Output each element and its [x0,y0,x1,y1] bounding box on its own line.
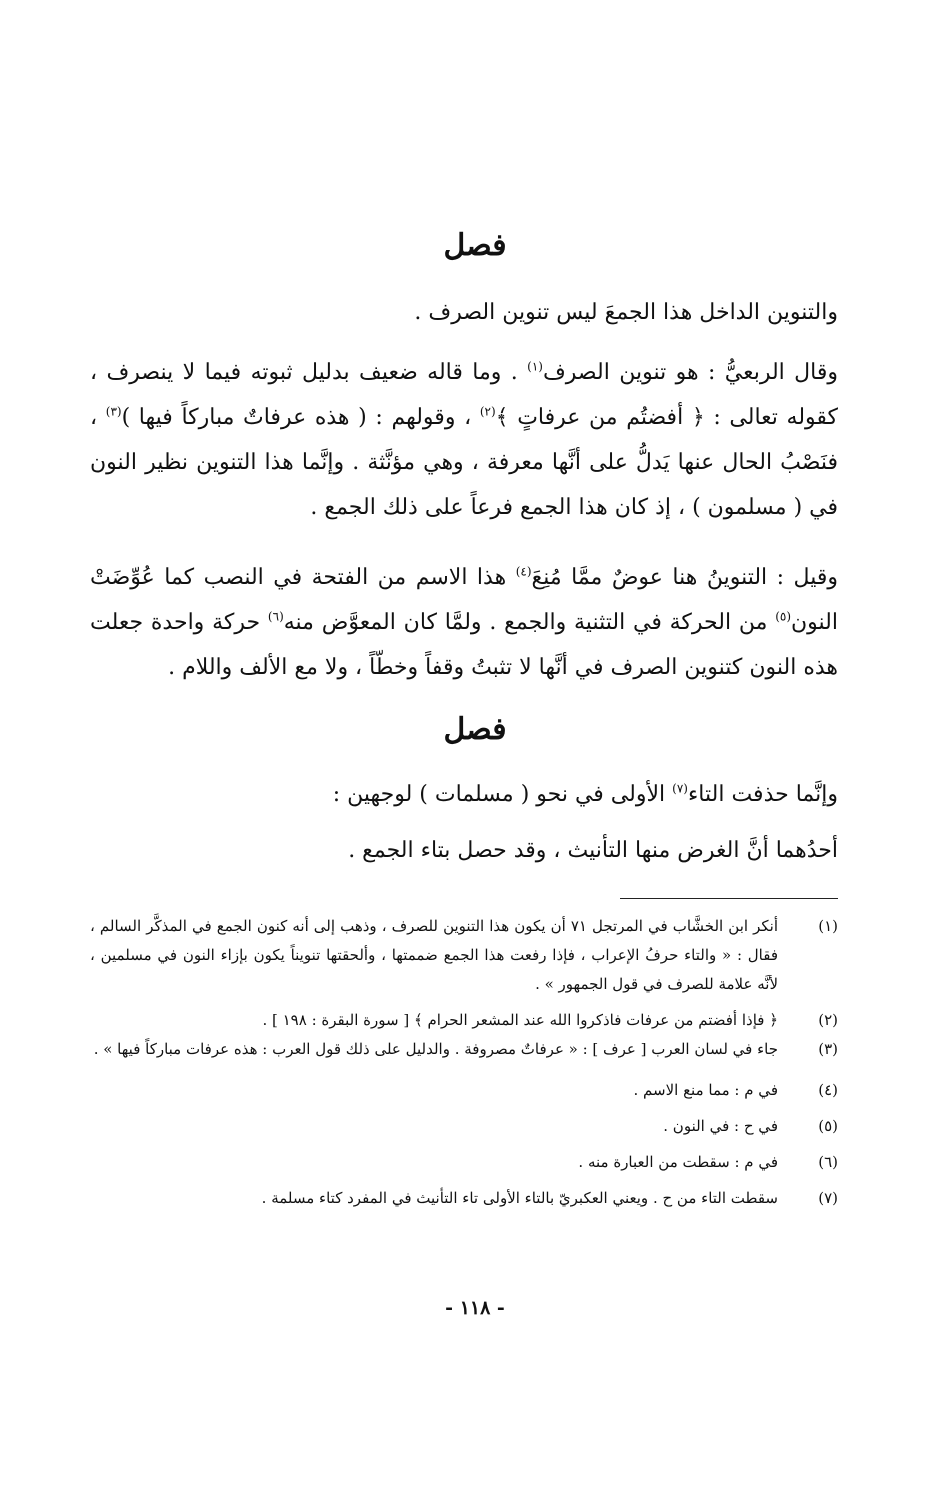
footnote-number: (٦) [818,1153,838,1171]
text-run: وإنَّما حذفت التاء [687,782,838,807]
footnote [90,912,838,999]
footnote-ref[interactable]: (٤) [515,564,532,579]
footnote-text: في ح : في النون . [663,1117,778,1135]
footnote-number: (٣) [818,1040,838,1058]
footnote [90,1006,838,1035]
text-run: وقيل : التنوينُ هنا عوضٌ ممَّا مُنِعَ [531,565,838,590]
section-heading: فصل [443,712,507,747]
footnote [90,1184,838,1213]
footnote-ref[interactable]: (٦) [267,609,284,624]
text-run: من الحركة في التثنية والجمع . ولمَّا كان المعوَّض منه [283,610,776,635]
footnote-number: (٤) [818,1081,838,1099]
text-run: . وما قاله ضعيف بدليل ثبوته فيما لا ينصرف ، كقوله تعالى : ﴿ أفضتُم من عرفاتٍ ﴾ [90,360,839,430]
footnote [90,1035,838,1064]
text-run: هذا الاسم من الفتحة في النصب كما عُوِّضَتْ النون [90,565,838,635]
footnote-text: في م : مما منع الاسم . [633,1081,778,1099]
footnotes [90,912,838,1213]
text-run: ، وقولهم : ( هذه عرفاتٌ مباركاً فيها ) [121,405,480,430]
paragraph-ahad-text: أحدُهما أنَّ الغرض منها التأنيث ، وقد حصل بتاء الجمع . [348,838,838,863]
footnote-text: في م : سقطت من العبارة منه . [578,1153,778,1171]
paragraph-intro-text: والتنوين الداخل هذا الجمعَ ليس تنوين الصرف . [414,300,838,325]
footnote-text: أنكر ابن الخشَّاب في المرتجل ٧١ أن يكون هذا التنوين للصرف ، وذهب إلى أنه كنون الجمع في المذكَّر السالم ، فقال : « والتاء حرفُ الإعراب ، فإذا رفعت هذا الجمع ضممتها ، وألحقتها تنويناً يكون بإزاء النون في مسلمين ، لأنَّه علامة للصرف في قول الجمهور » . [90,917,779,993]
footnote-number: (٥) [818,1117,838,1135]
paragraph-qila [90,555,838,690]
text-run: وقال الربعيُّ : هو تنوين الصرف [542,360,838,385]
footnote-ref[interactable]: (١) [527,359,543,374]
text-run: الأولى في نحو ( مسلمات ) لوجهين : [332,782,673,807]
section-heading: فصل [443,228,507,263]
paragraph-ahad [90,828,838,873]
text-run: حركة واحدة جعلت هذه النون كتنوين الصرف في أنَّها لا تثبتُ وقفاً وخطّاً ، ولا مع الألف واللام . [90,610,838,680]
footnote-number: (١) [818,917,838,935]
footnote-ref[interactable]: (٢) [479,404,496,419]
footnote-number: (٧) [818,1189,838,1207]
footnote-text: سقطت التاء من ح . ويعني العكبريّ بالتاء الأولى تاء التأنيث في المفرد كتاء مسلمة . [261,1189,778,1207]
footnote-number: (٢) [818,1011,838,1029]
footnote [90,1076,838,1105]
footnote-text: ﴿ فإذا أفضتم من عرفات فاذكروا الله عند المشعر الحرام ﴾ [ سورة البقرة : ١٩٨ ] . [262,1011,778,1029]
paragraph-rabi [90,350,838,530]
footnote [90,1112,838,1141]
footnote [90,1148,838,1177]
footnote-divider [620,898,838,899]
footnote-ref[interactable]: (٧) [672,781,688,796]
page-number: - ١١٨ - [445,1297,505,1319]
footnote-ref[interactable]: (٥) [775,609,792,624]
footnote-ref[interactable]: (٣) [105,404,122,419]
footnote-text: جاء في لسان العرب [ عرف ] : « عرفاتٌ مصروفة . والدليل على ذلك قول العرب : هذه عرفات مباركاً فيها » . [93,1040,778,1058]
paragraph-intro [90,290,838,335]
text-run: ، فنَصْبُ الحال عنها يَدلُّ على أنَّها معرفة ، وهي مؤنَّثة . وإنَّما هذا التنوين نظير النون في ( مسلمون ) ، إذ كان هذا الجمع فرعاً على ذلك الجمع . [90,405,838,520]
paragraph-hadhaft [90,772,838,817]
